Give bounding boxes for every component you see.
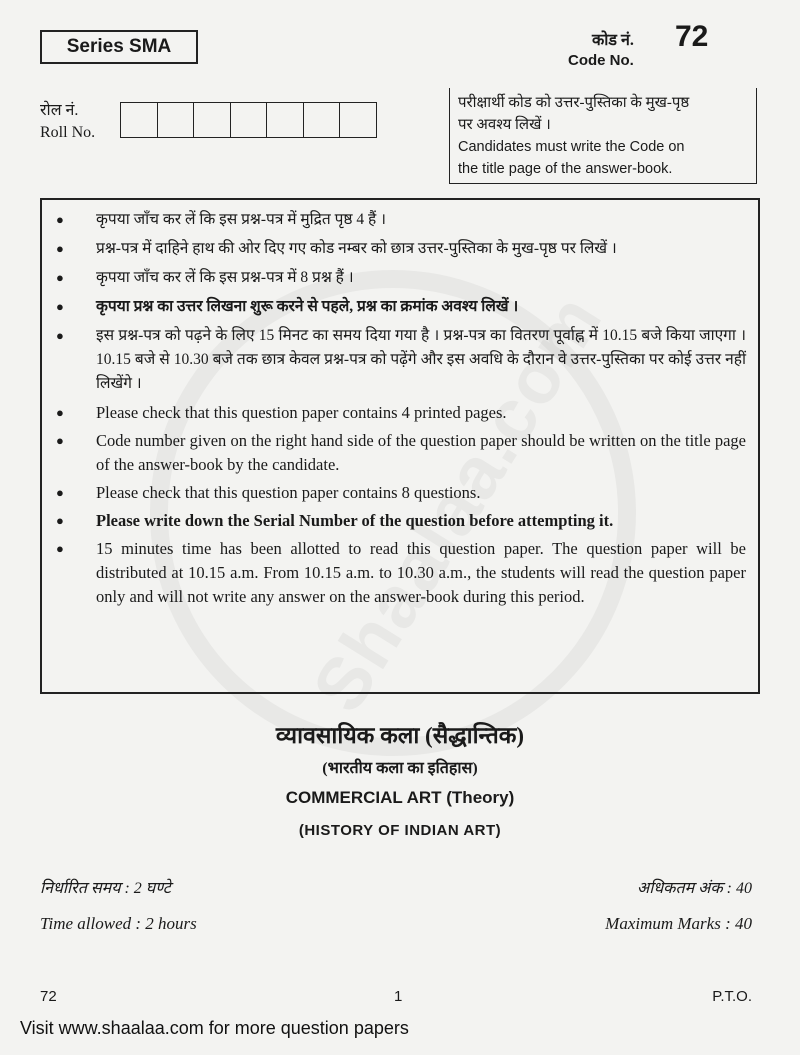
roll-digit-box[interactable]	[231, 103, 268, 137]
roll-digit-box[interactable]	[304, 103, 341, 137]
max-marks-english: Maximum Marks : 40	[605, 914, 752, 933]
instruction-text: Code number given on the right hand side of the question paper should be written on the title page of the answer-book by the candidate.	[96, 431, 746, 474]
subject-title-english: COMMERCIAL ART (Theory)	[285, 788, 515, 807]
bullet: ●	[56, 541, 64, 556]
instruction-item	[56, 481, 746, 505]
instruction-text: प्रश्न-पत्र में दाहिने हाथ की ओर दिए गए कोड नम्बर को छात्र उत्तर-पुस्तिका के मुख-पृष्ठ पर लिखें ।	[96, 240, 617, 257]
instruction-item	[56, 324, 746, 396]
roll-label-english: Roll No.	[40, 124, 96, 141]
note-hindi-line-2: पर अवश्य लिखें ।	[458, 117, 551, 133]
instructions-box	[40, 198, 760, 694]
instruction-text: 15 minutes time has been allotted to read this question paper. The question paper will be distributed at 10.15 a.m. From 10.15 a.m. to 10.30 a.m., the students will read the question paper only and will not write any answer on the answer-book during this period.	[96, 539, 746, 606]
note-english-line-2: the title page of the answer-book.	[458, 161, 673, 177]
bullet: ●	[56, 485, 64, 500]
footer-code: 72	[40, 988, 57, 1005]
bullet: ●	[56, 405, 64, 420]
bullet: ●	[56, 433, 64, 448]
instruction-text: कृपया प्रश्न का उत्तर लिखना शुरू करने से पहले, प्रश्न का क्रमांक अवश्य लिखें ।	[96, 298, 519, 315]
instruction-text: Please check that this question paper contains 4 printed pages.	[96, 403, 507, 422]
note-english-line-1: Candidates must write the Code on	[458, 139, 685, 155]
instruction-item	[56, 509, 746, 533]
series-badge: Series SMA	[40, 30, 198, 64]
visit-link[interactable]: Visit www.shaalaa.com for more question papers	[20, 1018, 409, 1038]
instruction-item	[56, 295, 746, 319]
roll-digit-box[interactable]	[158, 103, 195, 137]
instruction-text: इस प्रश्न-पत्र को पढ़ने के लिए 15 मिनट का समय दिया गया है । प्रश्न-पत्र का वितरण पूर्वाह्न में 10.15 बजे किया जाएगा । 10.15 बजे से 10.30 बजे तक छात्र केवल प्रश्न-पत्र को पढ़ेंगे और इस अवधि के दौरान वे उत्तर-पुस्तिका पर कोई उत्तर नहीं लिखेंगे ।	[96, 327, 746, 392]
instruction-item	[56, 208, 746, 232]
instruction-item	[56, 266, 746, 290]
instruction-text: कृपया जाँच कर लें कि इस प्रश्न-पत्र में 8 प्रश्न हैं ।	[96, 269, 354, 286]
instruction-item	[56, 401, 746, 425]
time-allowed-hindi: निर्धारित समय : 2 घण्टे	[40, 880, 171, 897]
candidate-code-note	[449, 88, 757, 184]
roll-digit-box[interactable]	[121, 103, 158, 137]
instruction-text: Please write down the Serial Number of the question before attempting it.	[96, 511, 614, 530]
note-hindi-line-1: परीक्षार्थी कोड को उत्तर-पुस्तिका के मुख-पृष्ठ	[458, 95, 690, 111]
subject-subtitle-english: (HISTORY OF INDIAN ART)	[298, 822, 502, 839]
code-number: 72	[675, 20, 709, 53]
instruction-text: Please check that this question paper contains 8 questions.	[96, 483, 481, 502]
roll-digit-box[interactable]	[194, 103, 231, 137]
pto-label: P.T.O.	[712, 988, 752, 1005]
bullet: ●	[56, 328, 64, 343]
bullet: ●	[56, 513, 64, 528]
bullet: ●	[56, 270, 64, 285]
instruction-text: कृपया जाँच कर लें कि इस प्रश्न-पत्र में मुद्रित पृष्ठ 4 हैं ।	[96, 211, 387, 228]
code-label-english: Code No.	[568, 52, 634, 69]
roll-label	[40, 100, 95, 144]
subject-subtitle-hindi: (भारतीय कला का इतिहास)	[322, 760, 478, 777]
roll-digit-box[interactable]	[340, 103, 376, 137]
instruction-item	[56, 537, 746, 609]
bullet: ●	[56, 241, 64, 256]
instruction-item	[56, 237, 746, 261]
time-allowed-english: Time allowed : 2 hours	[40, 914, 197, 933]
code-label-hindi: कोड नं.	[592, 32, 634, 49]
max-marks-hindi: अधिकतम अंक : 40	[636, 880, 752, 897]
page-number: 1	[394, 988, 403, 1005]
roll-label-hindi: रोल नं.	[40, 102, 79, 119]
bullet: ●	[56, 299, 64, 314]
roll-number-boxes[interactable]	[120, 102, 377, 138]
bullet: ●	[56, 212, 64, 227]
subject-title-hindi: व्यावसायिक कला (सैद्धान्तिक)	[275, 723, 525, 748]
instruction-item	[56, 429, 746, 477]
roll-digit-box[interactable]	[267, 103, 304, 137]
